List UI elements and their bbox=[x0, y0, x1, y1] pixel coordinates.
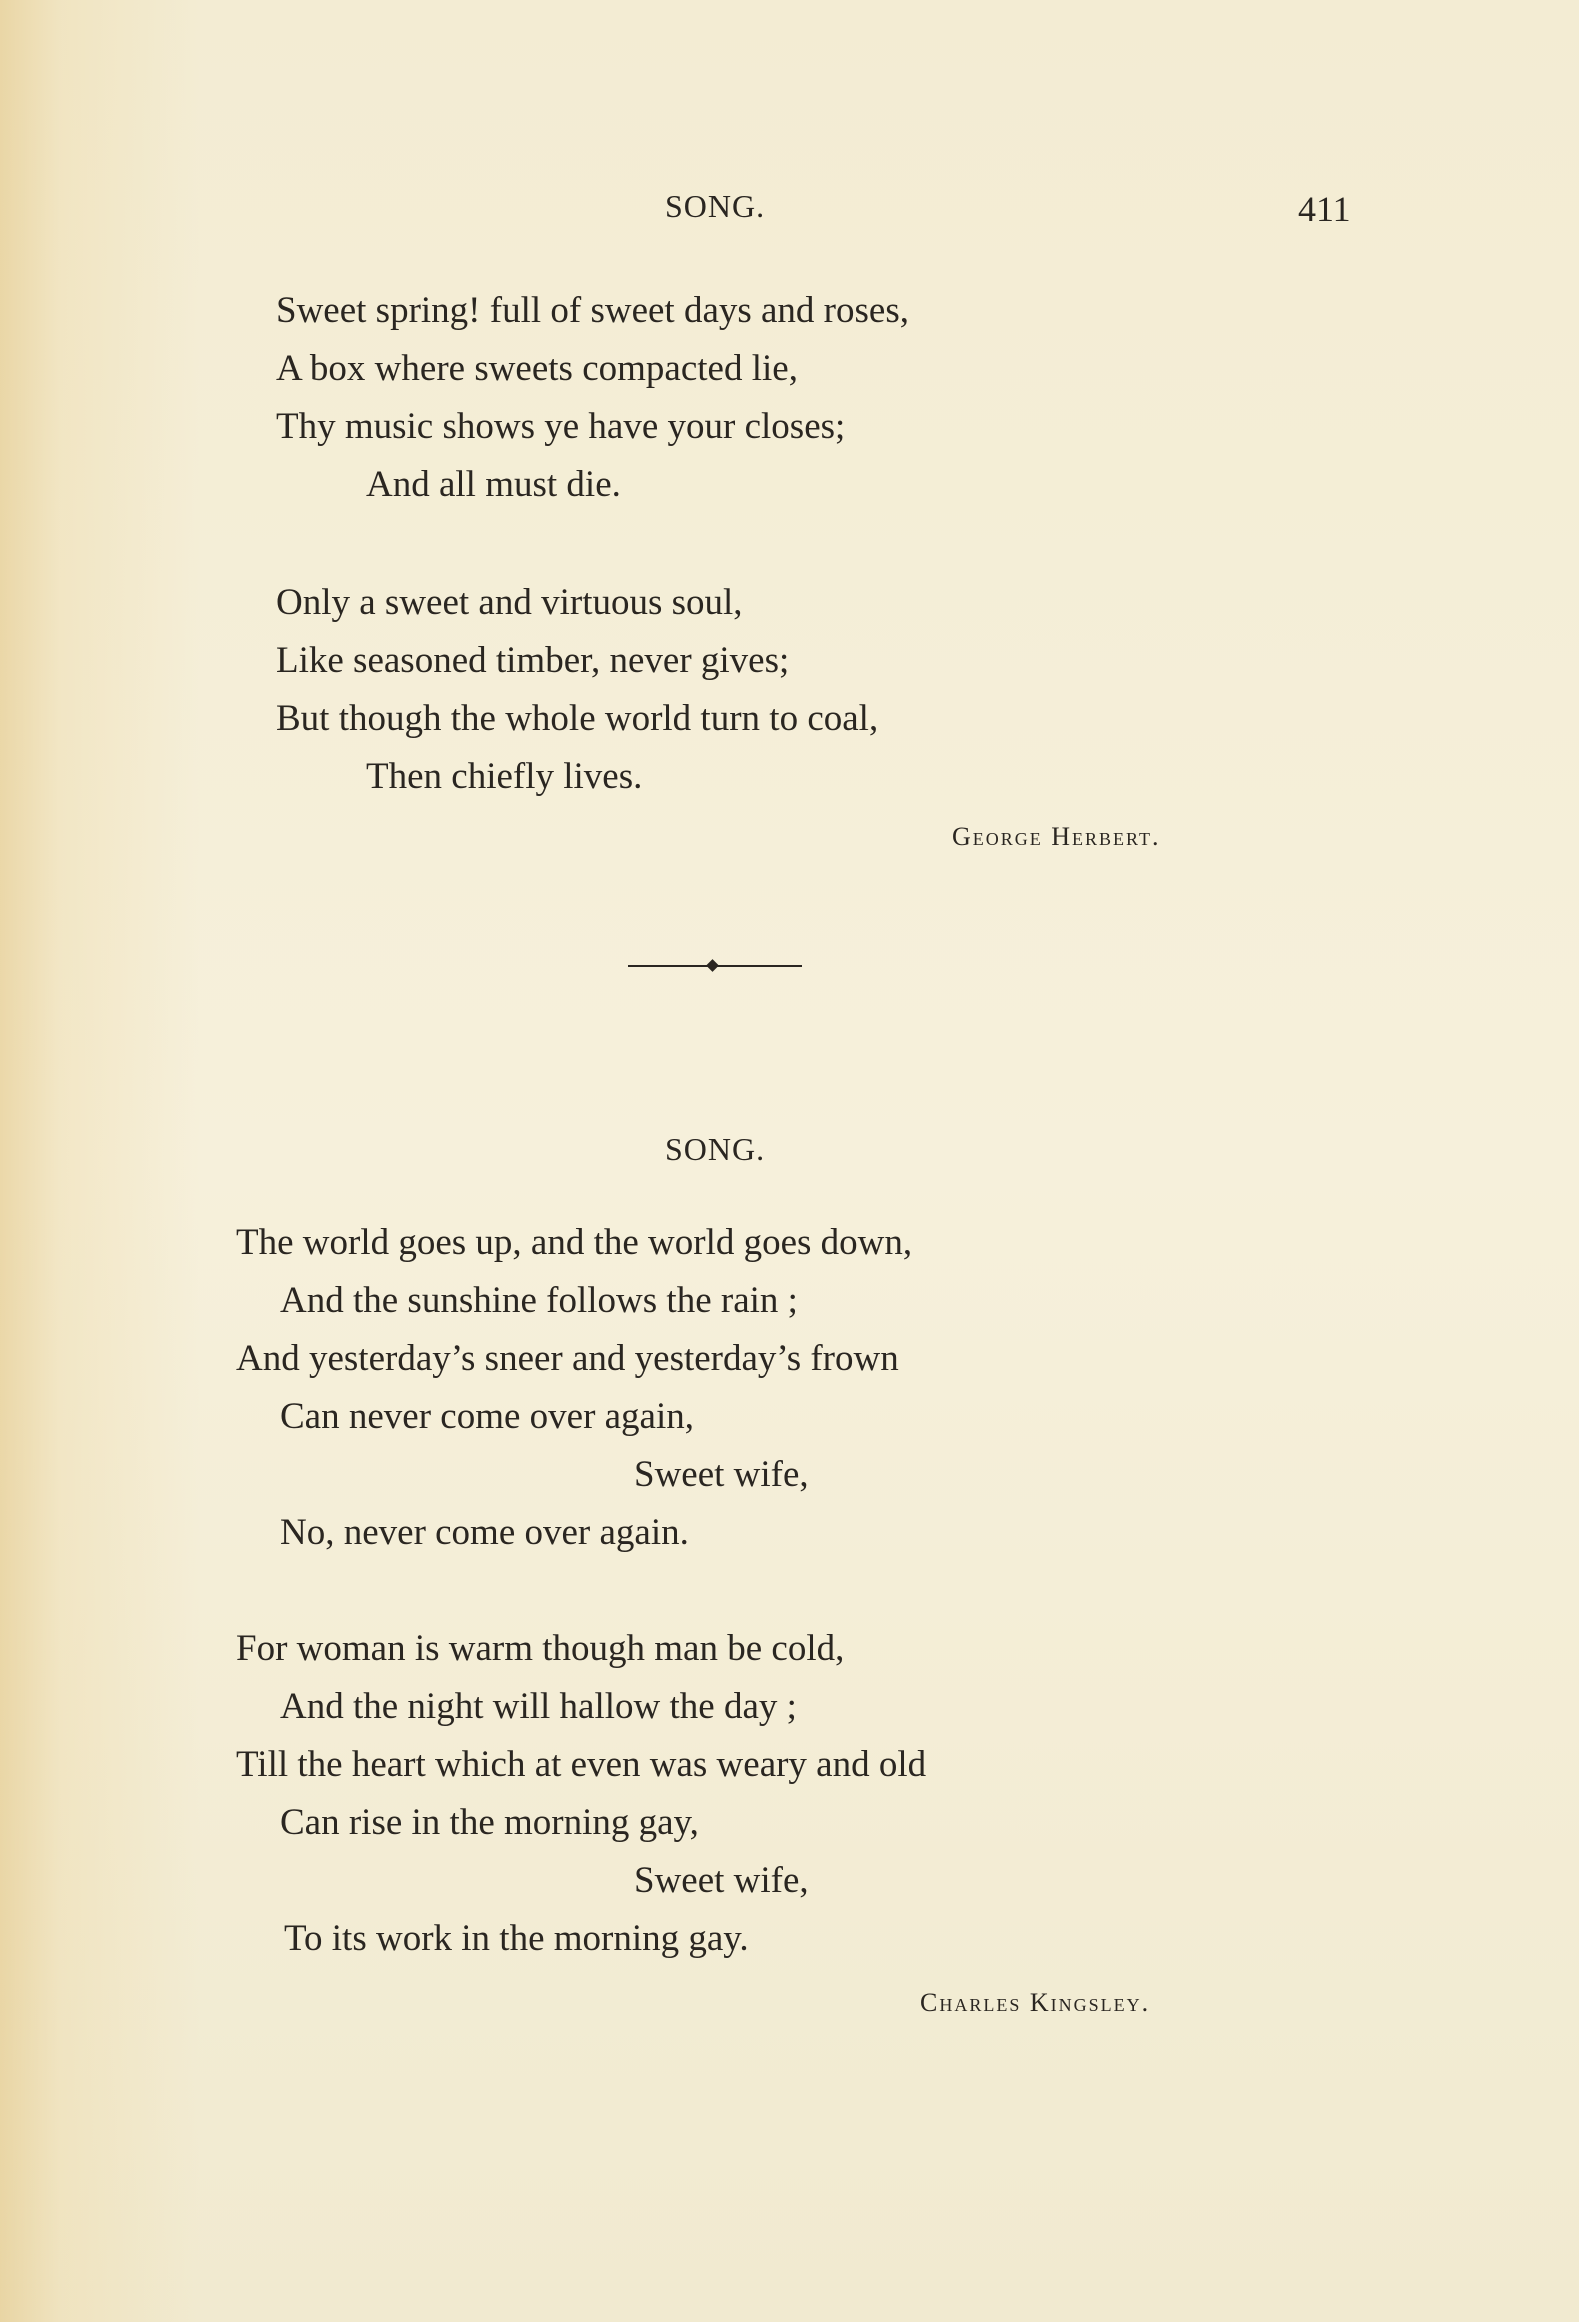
poem2-line-1: The world goes up, and the world goes down, bbox=[236, 1222, 913, 1263]
poem2-line-4: Can never come over again, bbox=[280, 1396, 695, 1437]
poem1-line-7: But though the whole world turn to coal, bbox=[276, 698, 879, 739]
divider-diamond-icon bbox=[706, 959, 719, 972]
poem2-line-5: Sweet wife, bbox=[634, 1454, 809, 1495]
section-divider bbox=[628, 960, 802, 972]
poem2-line-7: For woman is warm though man be cold, bbox=[236, 1628, 845, 1669]
poem1-line-2: A box where sweets compacted lie, bbox=[276, 348, 798, 389]
poem2-line-8: And the night will hallow the day ; bbox=[280, 1686, 797, 1727]
poem2-title: SONG. bbox=[664, 1131, 766, 1167]
poem1-line-1: Sweet spring! full of sweet days and roses, bbox=[276, 290, 909, 331]
poem1-line-3: Thy music shows ye have your closes; bbox=[276, 406, 846, 447]
poem2-line-3: And yesterday’s sneer and yesterday’s frown bbox=[236, 1338, 899, 1379]
poem1-line-6: Like seasoned timber, never gives; bbox=[276, 640, 790, 681]
poem1-line-8: Then chiefly lives. bbox=[366, 756, 643, 797]
poem2-line-12: To its work in the morning gay. bbox=[284, 1918, 749, 1959]
page-number: 411 bbox=[1298, 189, 1351, 229]
poem2-author: Charles Kingsley. bbox=[920, 1988, 1151, 2017]
poem2-line-9: Till the heart which at even was weary and old bbox=[236, 1744, 927, 1785]
poem2-line-11: Sweet wife, bbox=[634, 1860, 809, 1901]
poem1-line-4: And all must die. bbox=[366, 464, 621, 505]
poem1-line-5: Only a sweet and virtuous soul, bbox=[276, 582, 743, 623]
poem2-line-6: No, never come over again. bbox=[280, 1512, 689, 1553]
poem2-line-10: Can rise in the morning gay, bbox=[280, 1802, 699, 1843]
poem2-line-2: And the sunshine follows the rain ; bbox=[280, 1280, 798, 1321]
running-head-title: SONG. bbox=[664, 188, 766, 224]
poem1-author: George Herbert. bbox=[952, 822, 1161, 851]
